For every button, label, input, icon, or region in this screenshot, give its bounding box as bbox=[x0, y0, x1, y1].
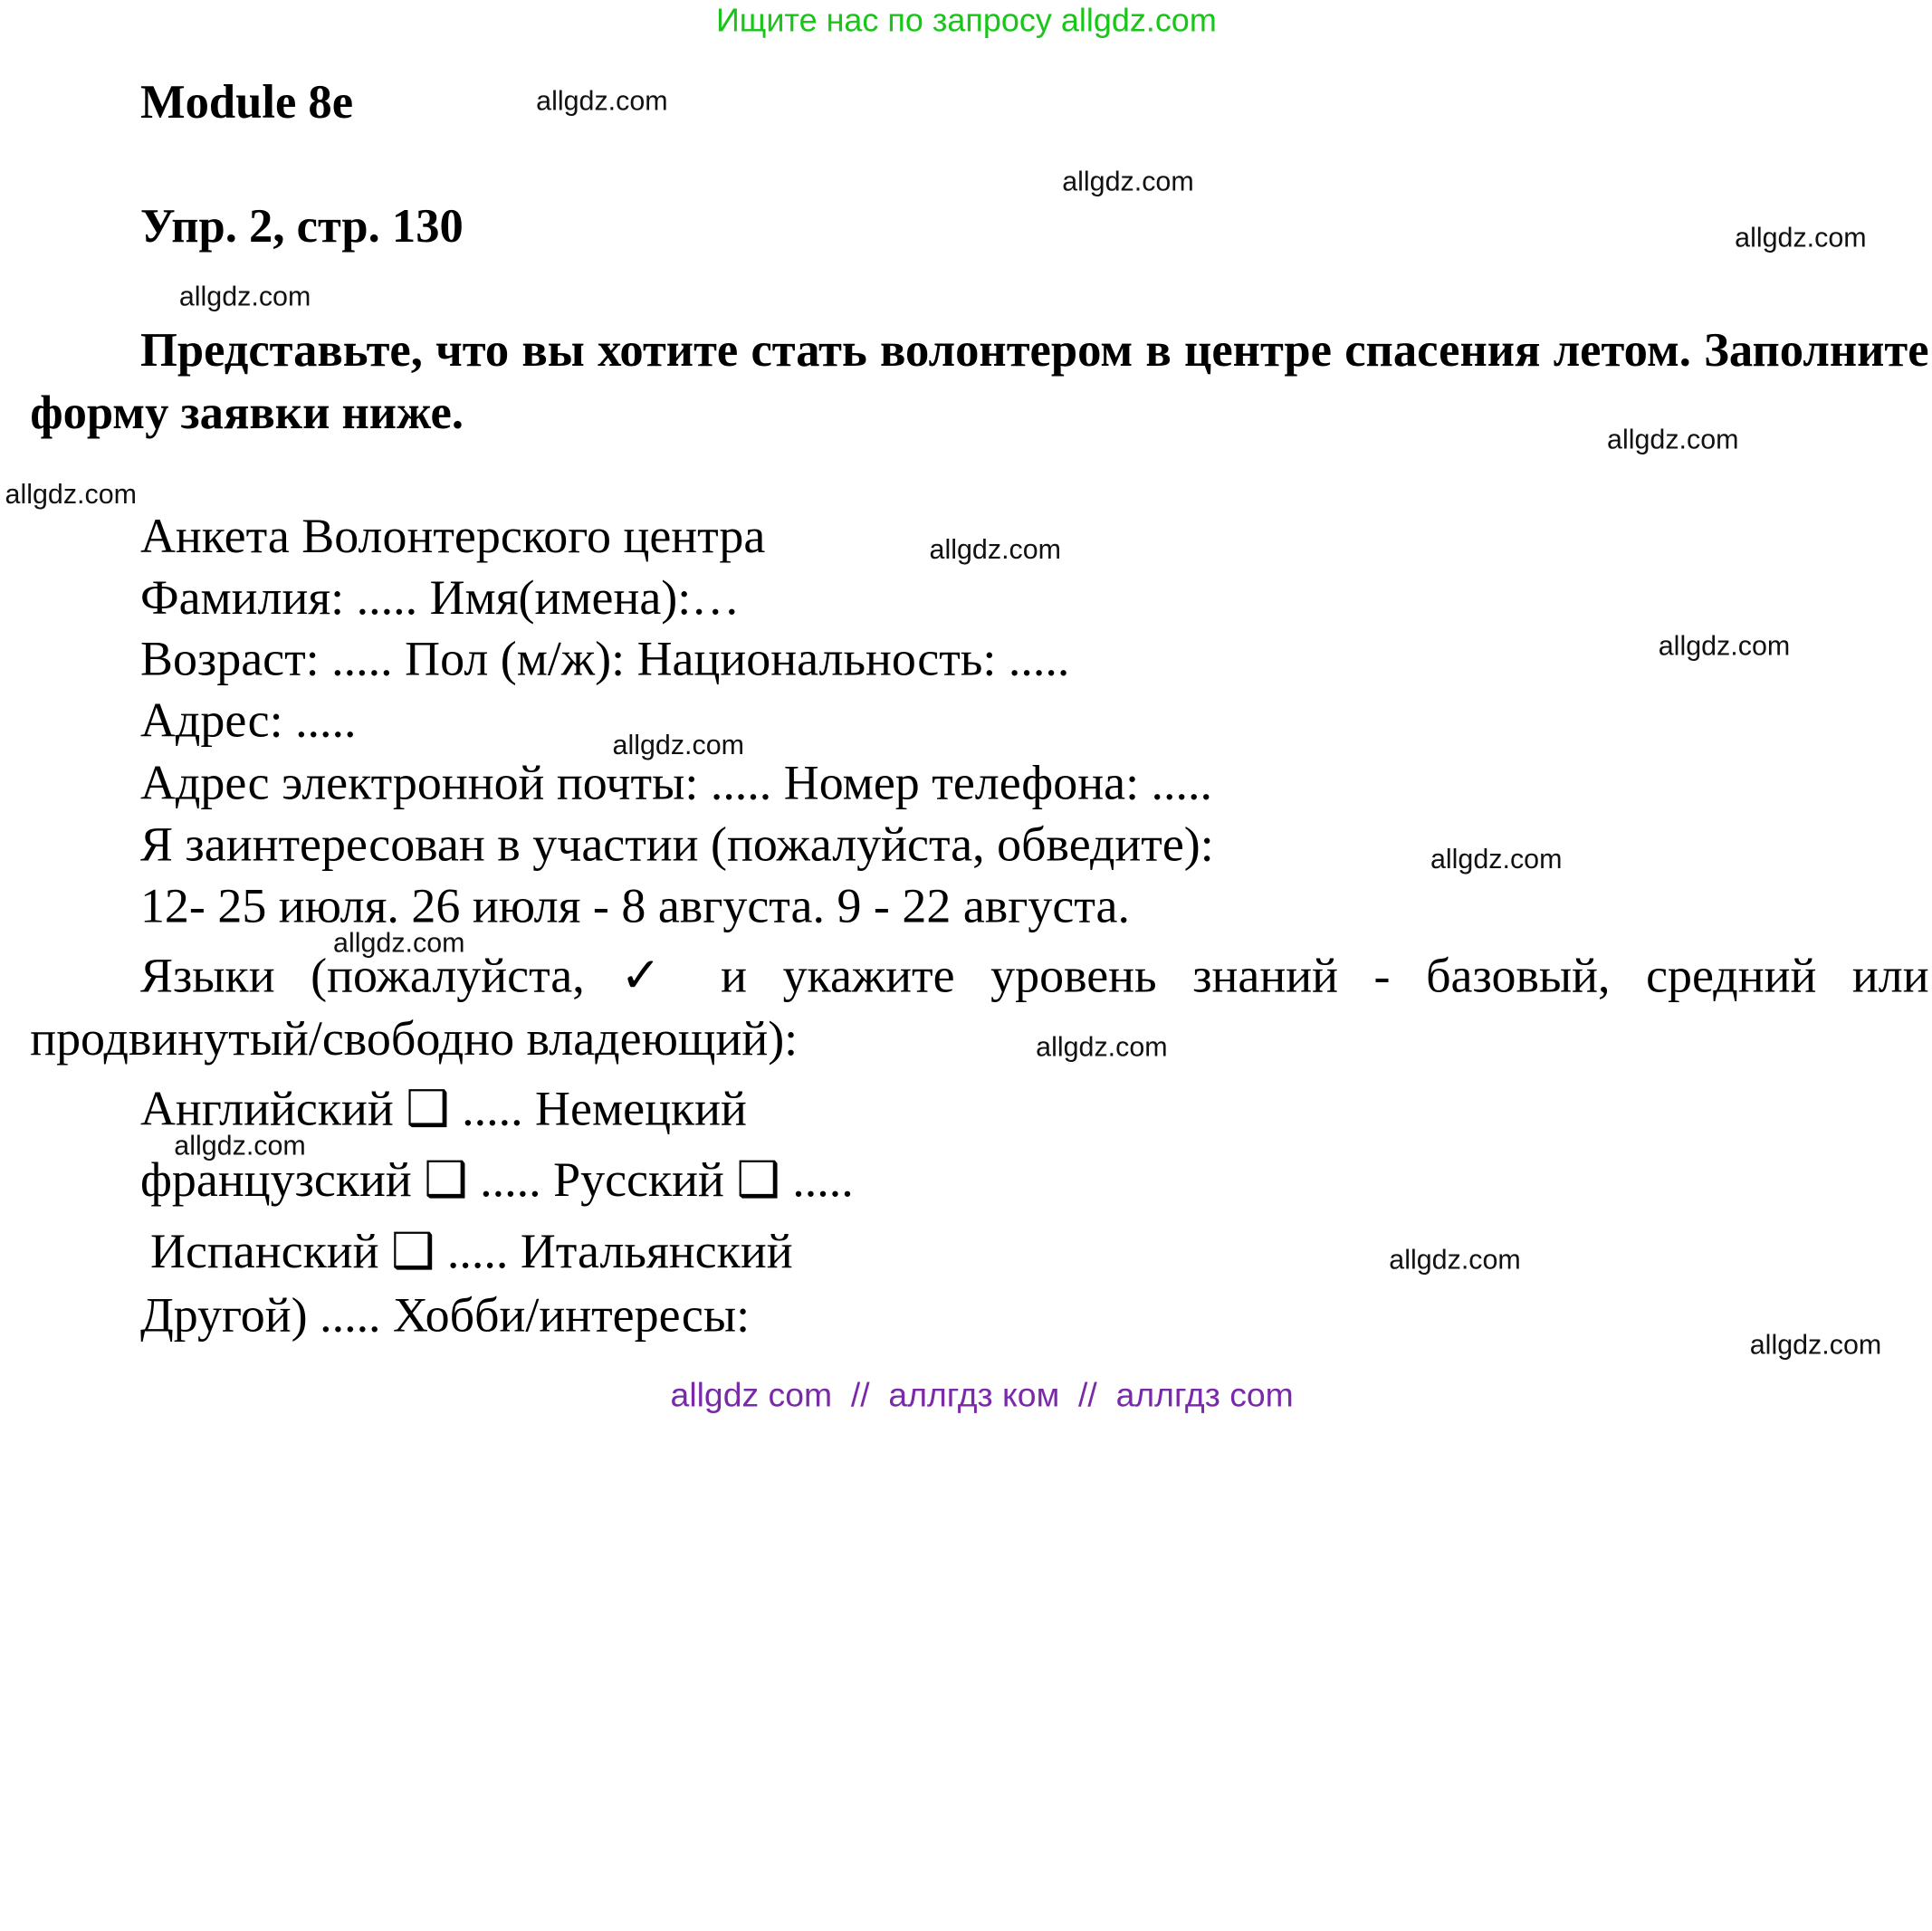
form-line-age: Возраст: ..... Пол (м/ж): Национальность: ..... bbox=[139, 632, 1070, 687]
watermark: allgdz.com bbox=[929, 533, 1062, 565]
watermark: allgdz.com bbox=[612, 729, 745, 760]
module-title: Module 8e bbox=[139, 76, 354, 129]
top-banner[interactable]: Ищите нас по запросу allgdz.com bbox=[715, 1, 1217, 39]
form-line-other: Другой) ..... Хобби/интересы: bbox=[139, 1288, 751, 1343]
watermark: allgdz.com bbox=[1389, 1243, 1521, 1276]
form-line-dates: 12- 25 июля. 26 июля - 8 августа. 9 - 22 августа. bbox=[139, 879, 1131, 933]
watermark: allgdz.com bbox=[1062, 165, 1194, 197]
footer-separator: // bbox=[850, 1376, 870, 1414]
watermark: allgdz.com bbox=[1607, 423, 1739, 455]
form-line-languages-3: Испанский ❑ ..... Итальянский bbox=[150, 1225, 793, 1279]
watermark: allgdz.com bbox=[333, 926, 465, 959]
watermark: allgdz.com bbox=[1658, 629, 1791, 662]
watermark: allgdz.com bbox=[1430, 843, 1563, 875]
footer-links[interactable] bbox=[0, 1375, 1932, 1415]
task-instruction: Представьте, что вы хотите стать волонтером в центре спасения летом. Заполните форму заявки ниже. bbox=[30, 324, 1929, 440]
form-line-name: Фамилия: ..... Имя(имена):… bbox=[139, 570, 741, 626]
footer-link-allgdz-mixed[interactable]: аллгдз com bbox=[1115, 1376, 1294, 1414]
form-line-address: Адрес: ..... bbox=[139, 693, 357, 748]
footer-separator: // bbox=[1078, 1376, 1097, 1414]
exercise-title: Упр. 2, стр. 130 bbox=[139, 200, 464, 253]
form-title: Анкета Волонтерского центра bbox=[139, 510, 766, 564]
watermark: allgdz.com bbox=[5, 478, 138, 511]
form-line-email: Адрес электронной почты: ..... Номер телефона: ..... bbox=[139, 756, 1213, 811]
languages-paragraph: Языки (пожалуйста, ✓ и укажите уровень знаний - базовый, средний или продвинутый/свободно владеющий): bbox=[30, 949, 1929, 1066]
footer-link-allgdz-cyrillic[interactable]: аллгдз ком bbox=[888, 1376, 1060, 1414]
form-line-languages-1: Английский ❑ ..... Немецкий bbox=[139, 1082, 747, 1136]
watermark: allgdz.com bbox=[174, 1129, 306, 1161]
watermark: allgdz.com bbox=[536, 85, 668, 117]
form-line-languages-2: французский ❑ ..... Русский ❑ ..... bbox=[139, 1153, 854, 1208]
watermark: allgdz.com bbox=[178, 280, 311, 312]
watermark: allgdz.com bbox=[1036, 1030, 1168, 1063]
footer-link-allgdz[interactable]: allgdz com bbox=[670, 1376, 833, 1414]
watermark: allgdz.com bbox=[1749, 1328, 1882, 1361]
watermark: allgdz.com bbox=[1735, 221, 1867, 253]
form-line-interest: Я заинтересован в участии (пожалуйста, обведите): bbox=[139, 817, 1214, 872]
